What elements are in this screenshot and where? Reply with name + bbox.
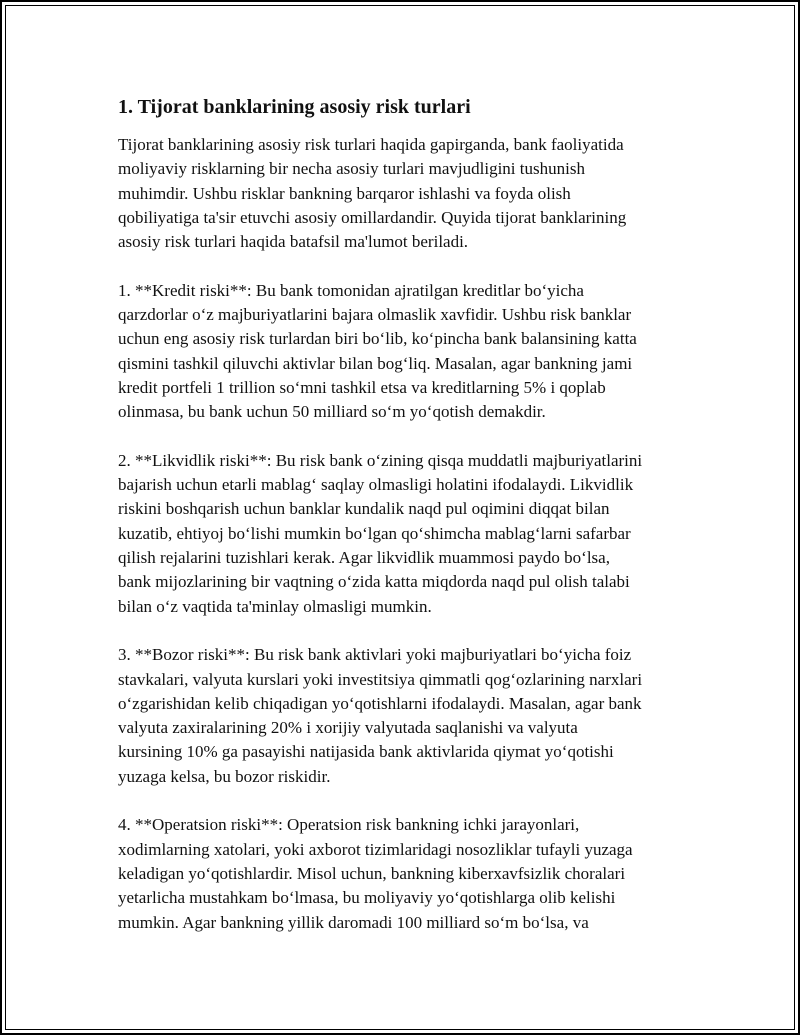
paragraph-line: Tijorat banklarining asosiy risk turlari haqida gapirganda, bank faoliyatida xyxy=(118,135,624,154)
paragraph-line: qismini tashkil qiluvchi aktivlar bilan bog‘liq. Masalan, agar bankning jami xyxy=(118,353,633,373)
paragraph-line: qarzdorlar o‘z majburiyatlarini bajara olmaslik xavfidir. Ushbu risk banklar xyxy=(118,305,632,325)
paragraph-line: yetarlicha mustahkam bo‘lmasa, bu moliyaviy yo‘qotishlarga olib kelishi xyxy=(118,888,616,908)
paragraph-line: uchun eng asosiy risk turlardan biri bo‘lib, ko‘pincha bank balansining katta xyxy=(118,329,637,349)
paragraph-line: stavkalari, valyuta kurslari yoki investitsiya qimmatli qog‘ozlarining narxlari xyxy=(118,669,643,689)
paragraph-line: riskini boshqarish uchun banklar kundalik naqd pul oqimini diqqat bilan xyxy=(118,499,610,519)
paragraph-line: muhimdir. Ushbu risklar bankning barqaror ishlashi va foyda olish xyxy=(118,183,571,203)
paragraph-line: xodimlarning xatolari, yoki axborot tizimlaridagi nosozliklar tufayli yuzaga xyxy=(118,839,633,859)
paragraph-line: asosiy risk turlari haqida batafsil ma'lumot beriladi. xyxy=(118,232,469,252)
liquidity-risk-paragraph xyxy=(118,449,718,619)
paragraph-line: o‘zgarishidan kelib chiqadigan yo‘qotishlarni ifodalaydi. Masalan, agar bank xyxy=(118,693,642,713)
paragraph-line: bank mijozlarining bir vaqtning o‘zida katta miqdorda naqd pul olish talabi xyxy=(118,572,630,592)
paragraph-line: kursining 10% ga pasayishi natijasida bank aktivlarida qiymat yo‘qotishi xyxy=(118,742,614,762)
document-body xyxy=(118,94,718,959)
paragraph-line: bajarish uchun etarli mablag‘ saqlay olmasligi holatini ifodalaydi. Likvidlik xyxy=(118,475,634,495)
paragraph-line: kuzatib, ehtiyoj bo‘lishi mumkin bo‘lgan qo‘shimcha mablag‘larni safarbar xyxy=(118,523,631,543)
paragraph-line: 1. **Kredit riski**: Bu bank tomonidan ajratilgan kreditlar bo‘yicha xyxy=(118,280,584,300)
paragraph-line: mumkin. Agar bankning yillik daromadi 100 milliard so‘m bo‘lsa, va xyxy=(118,912,589,932)
paragraph-line: valyuta zaxiralarining 20% i xorijiy valyutada saqlanishi va valyuta xyxy=(118,718,578,738)
intro-paragraph xyxy=(118,133,718,254)
paragraph-line: bilan o‘z vaqtida ta'minlay olmasligi mumkin. xyxy=(118,596,432,616)
operational-risk-paragraph xyxy=(118,813,718,934)
paragraph-line: 4. **Operatsion riski**: Operatsion risk bankning ichki jarayonlari, xyxy=(118,815,580,835)
credit-risk-paragraph xyxy=(118,279,718,425)
paragraph-line: kredit portfeli 1 trillion so‘mni tashkil etsa va kreditlarning 5% i qoplab xyxy=(118,377,606,397)
section-heading: 1. Tijorat banklarining asosiy risk turlari xyxy=(118,96,471,118)
paragraph-line: olinmasa, bu bank uchun 50 milliard so‘m yo‘qotish demakdir. xyxy=(118,402,546,422)
paragraph-line: qobiliyatiga ta'sir etuvchi asosiy omillardandir. Quyida tijorat banklarining xyxy=(118,207,627,227)
paragraph-line: keladigan yo‘qotishlardir. Misol uchun, bankning kiberxavfsizlik choralari xyxy=(118,863,626,883)
paragraph-line: 3. **Bozor riski**: Bu risk bank aktivlari yoki majburiyatlari bo‘yicha foiz xyxy=(118,645,632,665)
market-risk-paragraph xyxy=(118,643,718,789)
paragraph-line: 2. **Likvidlik riski**: Bu risk bank o‘zining qisqa muddatli majburiyatlarini xyxy=(118,450,643,470)
paragraph-line: yuzaga kelsa, bu bozor riskidir. xyxy=(118,766,331,786)
paragraph-line: qilish rejalarini tuzishlari kerak. Agar likvidlik muammosi paydo bo‘lsa, xyxy=(118,548,610,568)
paragraph-line: moliyaviy risklarning bir necha asosiy turlari mavjudligini tushunish xyxy=(118,159,585,179)
